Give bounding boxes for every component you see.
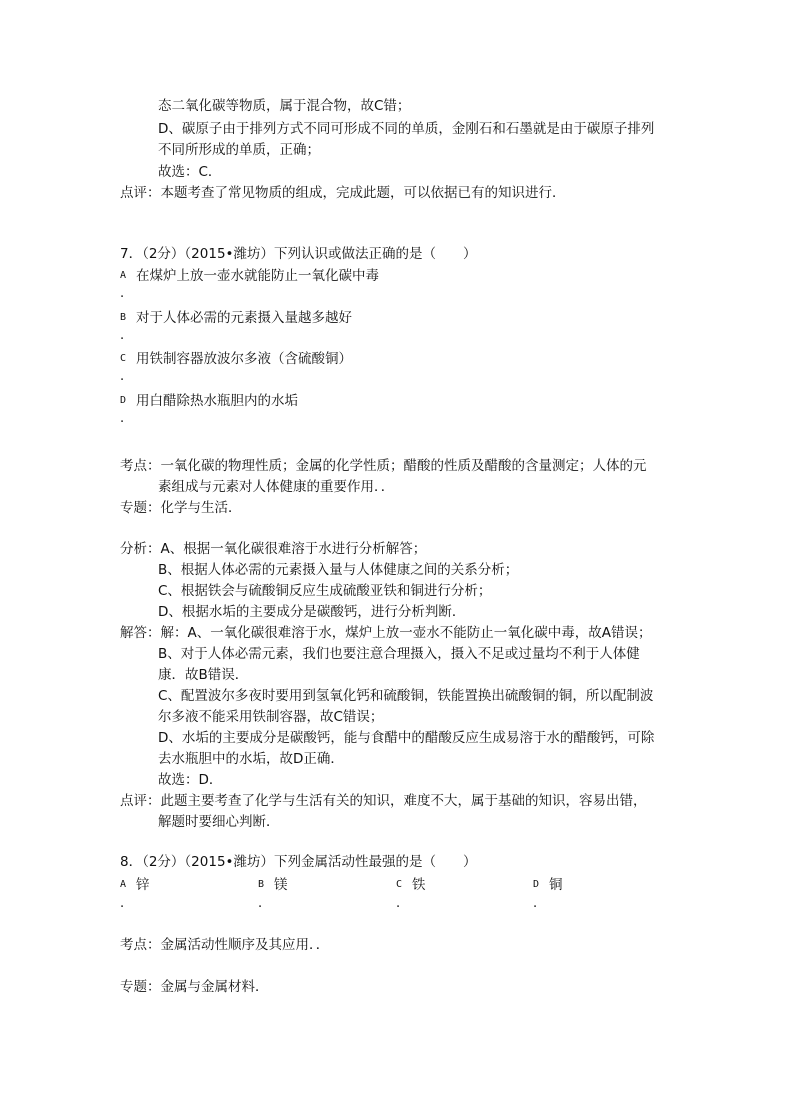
q7-jieda-line-5: 尔多液不能采用铁制容器，故C错误； [158,709,384,725]
prev-answer-line-3: 不同所形成的单质，正确； [158,142,320,158]
q8-option-b-text: 镁 [274,877,288,893]
q7-fenxi-line-3: C、根据铁会与硫酸铜反应生成硫酸亚铁和铜进行分析； [158,583,492,599]
q7-option-c-text: 用铁制容器放波尔多液（含硫酸铜） [136,351,352,367]
q8-option-d-dot: . [533,896,538,911]
prev-answer-line-2: D、碳原子由于排列方式不同可形成不同的单质，金刚石和石墨就是由于碳原子排列 [158,121,655,137]
q8-option-d-letter: D [533,879,540,890]
q8-stem: 8．（2分）（2015•潍坊）下列金属活动性最强的是（ ） [120,854,477,870]
q8-option-c-letter: C [396,879,403,890]
q7-jieda-line-4: C、配置波尔多夜时要用到氢氧化钙和硫酸铜，铁能置换出硫酸铜的铜，所以配制波 [158,688,654,704]
q7-option-a-text: 在煤炉上放一壶水就能防止一氧化碳中毒 [136,268,379,284]
q7-option-d-text: 用白醋除热水瓶胆内的水垢 [136,393,298,409]
q7-kaodian-line-1: 考点：一氧化碳的物理性质；金属的化学性质；醋酸的性质及醋酸的含量测定；人体的元 [120,458,647,474]
q7-option-a-dot: . [120,286,125,301]
q7-option-c-letter: C [120,353,127,364]
q7-jieda-line-2: B、对于人体必需元素，我们也要注意合理摄入，摄入不足或过量均不利于人体健 [158,646,640,662]
q8-option-c-text: 铁 [412,877,426,893]
q7-dianping-line-2: 解题时要细心判断． [158,814,280,830]
q7-dianping-line-1: 点评：此题主要考查了化学与生活有关的知识，难度不大，属于基础的知识，容易出错， [120,793,647,809]
q8-option-b-dot: . [258,896,263,911]
q7-option-b-text: 对于人体必需的元素摄入量越多越好 [136,310,352,326]
prev-answer-line-1: 态二氧化碳等物质，属于混合物，故C错； [158,98,411,114]
q7-option-c-dot: . [120,369,125,384]
q7-fenxi-line-4: D、根据水垢的主要成分是碳酸钙，进行分析判断． [158,604,466,620]
q8-option-a-dot: . [120,896,125,911]
q7-jieda-line-8: 故选：D． [158,772,223,788]
q7-option-b-dot: . [120,328,125,343]
q7-zhuanti: 专题：化学与生活． [120,500,242,516]
q7-fenxi-line-1: 分析：A、根据一氧化碳很难溶于水进行分析解答； [120,541,427,557]
q8-option-c-dot: . [396,896,401,911]
q7-kaodian-line-2: 素组成与元素对人体健康的重要作用．． [158,479,395,495]
q7-jieda-line-7: 去水瓶胆中的水垢，故D正确． [158,751,344,767]
q8-option-a-letter: A [120,879,127,890]
q7-stem: 7．（2分）（2015•潍坊）下列认识或做法正确的是（ ） [120,246,477,262]
q7-fenxi-line-2: B、根据人体必需的元素摄入量与人体健康之间的关系分析； [158,562,519,578]
prev-answer-line-4: 故选：C． [158,164,222,180]
q8-kaodian: 考点：金属活动性顺序及其应用．． [120,937,330,953]
q7-option-a-letter: A [120,270,127,281]
q7-option-d-dot: . [120,411,125,426]
q8-option-d-text: 铜 [549,877,563,893]
q7-option-b-letter: B [120,312,127,323]
q7-jieda-line-1: 解答：解：A、一氧化碳很难溶于水，煤炉上放一壶水不能防止一氧化碳中毒，故A错误； [120,625,652,641]
q7-option-d-letter: D [120,395,127,406]
q8-option-a-text: 锌 [136,877,150,893]
prev-comment: 点评：本题考查了常见物质的组成，完成此题，可以依据已有的知识进行． [120,185,566,201]
q8-zhuanti: 专题：金属与金属材料． [120,979,269,995]
q7-jieda-line-6: D、水垢的主要成分是碳酸钙，能与食醋中的醋酸反应生成易溶于水的醋酸钙，可除 [158,730,655,746]
q7-jieda-line-3: 康．故B错误． [158,667,249,683]
q8-option-b-letter: B [258,879,265,890]
